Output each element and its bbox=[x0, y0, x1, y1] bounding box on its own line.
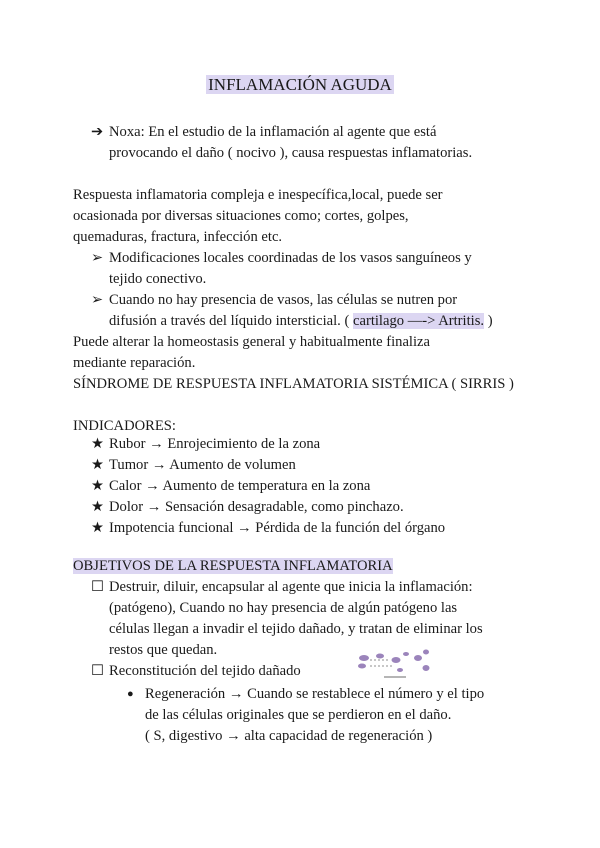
sub-line-1: Regeneración → Cuando se restablece el número y el tipo bbox=[145, 686, 485, 702]
arrow-bullet-icon: ➔ bbox=[91, 124, 104, 140]
alterar-paragraph bbox=[73, 332, 430, 374]
objetivo-1-line-3: células llegan a invadir el tejido dañado, y tratan de eliminar los bbox=[109, 621, 483, 637]
indicador-text: Impotencia funcional → Pérdida de la función del órgano bbox=[109, 520, 446, 536]
star-bullet-icon: ★ bbox=[91, 436, 105, 452]
highlighted-note: cartilago —-> Artritis. bbox=[353, 313, 485, 329]
arrow-item-2-line-2 bbox=[109, 311, 493, 332]
objetivo-1-line-4: restos que quedan. bbox=[109, 642, 218, 658]
noxa-line-2: provocando el daño ( nocivo ), causa respuestas inflamatorias. bbox=[109, 145, 473, 161]
objetivos-heading bbox=[73, 556, 393, 577]
indicadores-heading: INDICADORES: bbox=[73, 418, 176, 434]
dot-bullet-icon: ● bbox=[127, 688, 134, 700]
page-title bbox=[0, 73, 600, 97]
star-bullet-icon: ★ bbox=[91, 457, 105, 473]
indicador-text: Tumor → Aumento de volumen bbox=[109, 457, 296, 473]
alterar-line-1: Puede alterar la homeostasis general y habitualmente finaliza bbox=[73, 334, 430, 350]
respuesta-line-1: Respuesta inflamatoria compleja e inespecífica,local, puede ser bbox=[73, 187, 443, 203]
star-bullet-icon: ★ bbox=[91, 520, 105, 536]
sirris-line: SÍNDROME DE RESPUESTA INFLAMATORIA SISTÉMICA ( SIRRIS ) bbox=[73, 376, 514, 392]
respuesta-paragraph bbox=[73, 185, 443, 248]
arrow-item-1-line-1: Modificaciones locales coordinadas de los vasos sanguíneos y bbox=[109, 250, 472, 266]
chevron-bullet-icon: ➢ bbox=[91, 292, 104, 308]
objetivo-1-line-1: Destruir, diluir, encapsular al agente que inicia la inflamación: bbox=[109, 579, 473, 595]
star-bullet-icon: ★ bbox=[91, 478, 105, 494]
star-bullet-icon: ★ bbox=[91, 499, 105, 515]
indicador-text: Rubor → Enrojecimiento de la zona bbox=[109, 436, 321, 452]
checkbox-icon: ☐ bbox=[91, 579, 105, 595]
alterar-line-2: mediante reparación. bbox=[73, 355, 196, 371]
objetivo-2-text: Reconstitución del tejido dañado bbox=[109, 663, 301, 679]
arrow-item-2-line-1: Cuando no hay presencia de vasos, las células se nutren por bbox=[109, 292, 458, 308]
arrow-item-2-line-2-post: ) bbox=[487, 313, 493, 329]
checkbox-icon: ☐ bbox=[91, 663, 105, 679]
respuesta-line-2: ocasionada por diversas situaciones como; cortes, golpes, bbox=[73, 208, 409, 224]
cells-illustration bbox=[356, 646, 432, 682]
indicador-text: Dolor → Sensación desagradable, como pinchazo. bbox=[109, 499, 404, 515]
arrow-item-2-line-2-pre: difusión a través del líquido intersticial. ( bbox=[109, 313, 350, 329]
arrow-item-1-line-2: tejido conectivo. bbox=[109, 271, 207, 287]
indicador-text: Calor → Aumento de temperatura en la zona bbox=[109, 478, 371, 494]
respuesta-line-3: quemaduras, fractura, infección etc. bbox=[73, 229, 283, 245]
objetivo-1-line-2: (patógeno), Cuando no hay presencia de algún patógeno las bbox=[109, 600, 458, 616]
chevron-bullet-icon: ➢ bbox=[91, 250, 104, 266]
noxa-line-1: Noxa: En el estudio de la inflamación al agente que está bbox=[109, 124, 437, 140]
page-title-text: INFLAMACIÓN AGUDA bbox=[208, 75, 392, 94]
sub-line-3: ( S, digestivo → alta capacidad de regeneración ) bbox=[145, 728, 433, 744]
sub-line-2: de las células originales que se perdieron en el daño. bbox=[145, 707, 452, 723]
objetivos-heading-text: OBJETIVOS DE LA RESPUESTA INFLAMATORIA bbox=[73, 558, 393, 574]
